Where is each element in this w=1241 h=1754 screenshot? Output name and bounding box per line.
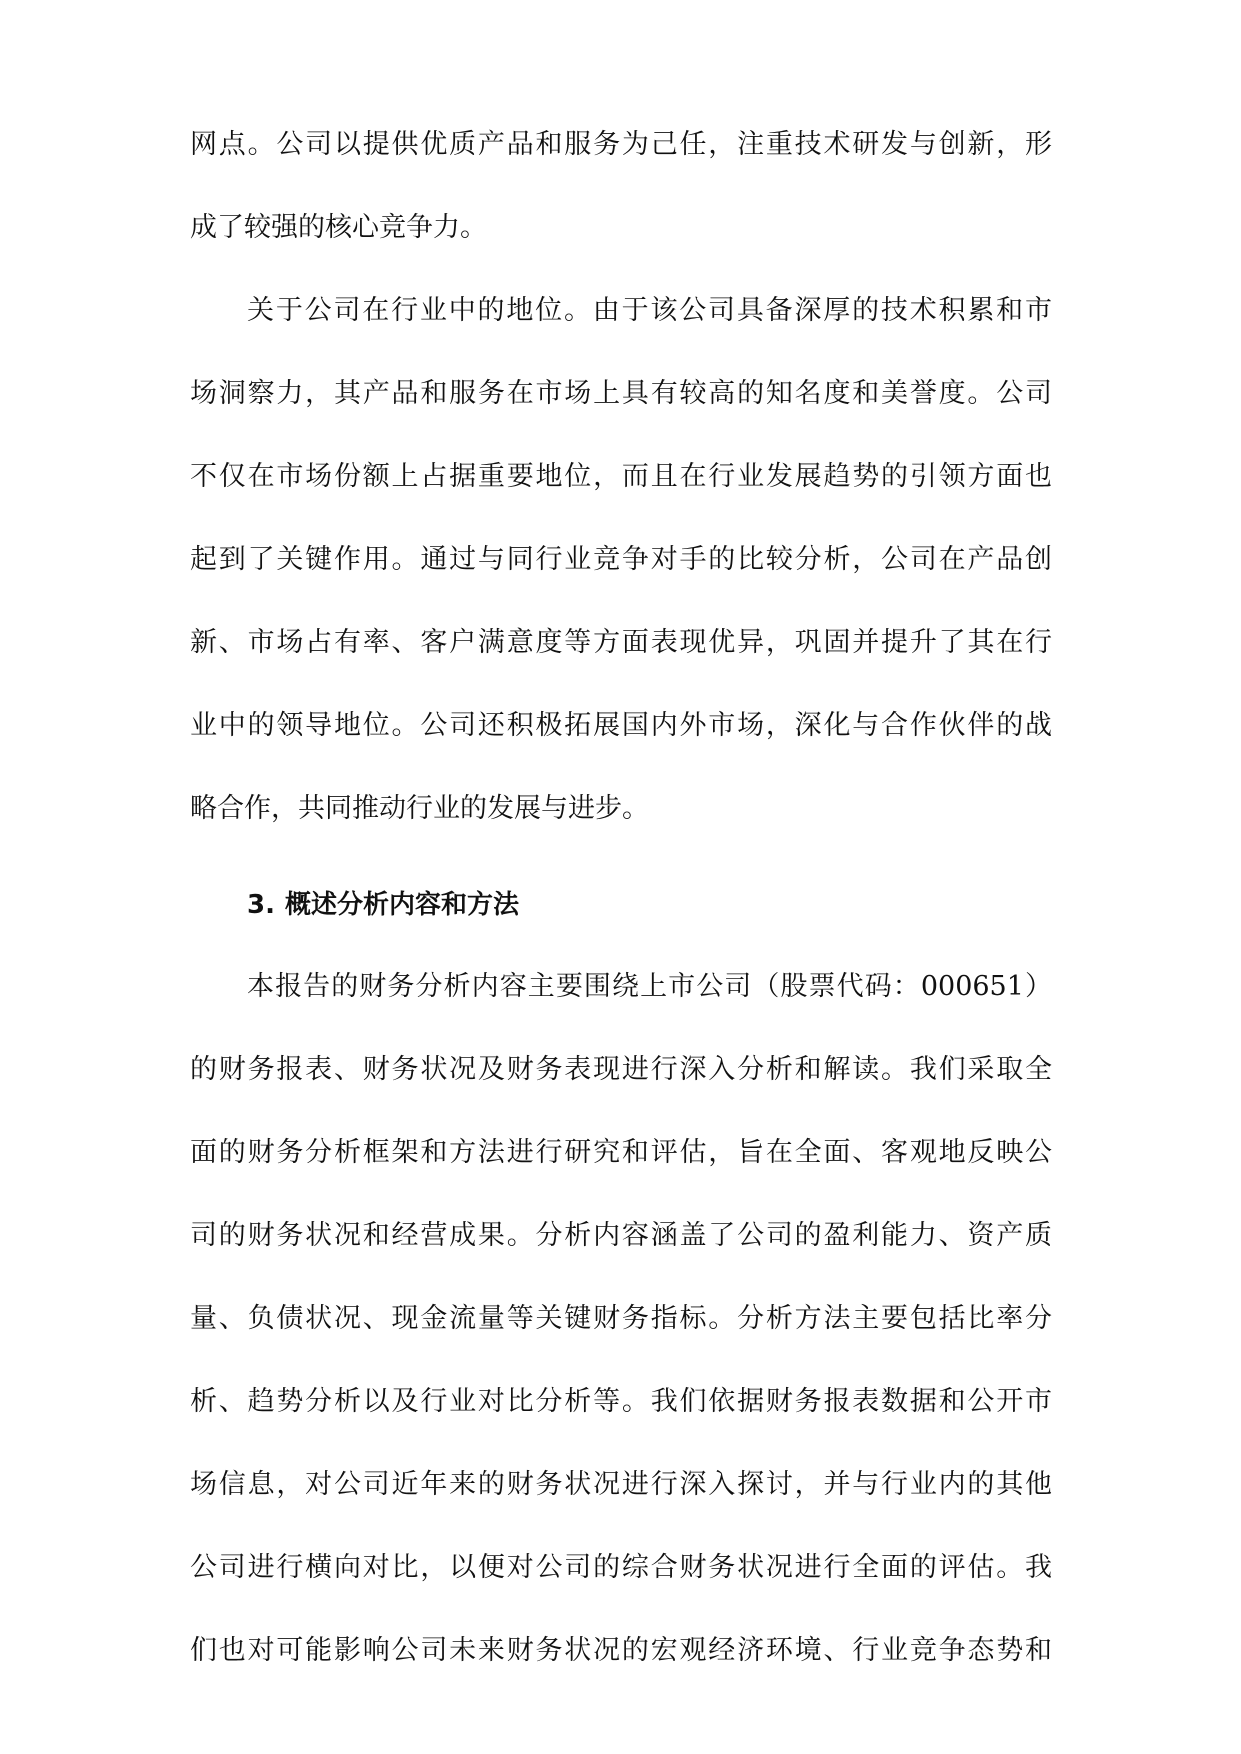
paragraph-line: 公司进行横向对比，以便对公司的综合财务状况进行全面的评估。我 (190, 1552, 1052, 1583)
section-number: 3. (247, 890, 275, 920)
section-heading (190, 889, 1052, 922)
section-title: 概述分析内容和方法 (285, 890, 520, 920)
paragraph-line: 略合作，共同推动行业的发展与进步。 (190, 793, 649, 824)
paragraph-line: 网点。公司以提供优质产品和服务为己任，注重技术研发与创新，形 (190, 129, 1052, 160)
paragraph-line: 成了较强的核心竞争力。 (190, 212, 487, 243)
paragraph-line: 关于公司在行业中的地位。由于该公司具备深厚的技术积累和市 (247, 295, 1052, 326)
paragraph-line: 的财务报表、财务状况及财务表现进行深入分析和解读。我们采取全 (190, 1054, 1052, 1085)
paragraph-line: 司的财务状况和经营成果。分析内容涵盖了公司的盈利能力、资产质 (190, 1220, 1052, 1251)
paragraph-line: 场洞察力，其产品和服务在市场上具有较高的知名度和美誉度。公司 (190, 378, 1052, 409)
paragraph-line: 场信息，对公司近年来的财务状况进行深入探讨，并与行业内的其他 (190, 1469, 1052, 1500)
paragraph-line: 不仅在市场份额上占据重要地位，而且在行业发展趋势的引领方面也 (190, 461, 1052, 492)
paragraph-line: 业中的领导地位。公司还积极拓展国内外市场，深化与合作伙伴的战 (190, 710, 1052, 741)
paragraph-line: 起到了关键作用。通过与同行业竞争对手的比较分析，公司在产品创 (190, 544, 1052, 575)
paragraph-line: 本报告的财务分析内容主要围绕上市公司（股票代码：000651） (247, 971, 1052, 1002)
paragraph-line: 面的财务分析框架和方法进行研究和评估，旨在全面、客观地反映公 (190, 1137, 1052, 1168)
paragraph-line: 析、趋势分析以及行业对比分析等。我们依据财务报表数据和公开市 (190, 1386, 1052, 1417)
paragraph-line: 量、负债状况、现金流量等关键财务指标。分析方法主要包括比率分 (190, 1303, 1052, 1334)
paragraph-industry-position (190, 294, 1052, 825)
paragraph-line: 们也对可能影响公司未来财务状况的宏观经济环境、行业竞争态势和 (190, 1635, 1052, 1666)
paragraph-intro-tail (190, 128, 1052, 244)
paragraph-line: 新、市场占有率、客户满意度等方面表现优异，巩固并提升了其在行 (190, 627, 1052, 658)
document-page (190, 128, 1052, 1667)
paragraph-analysis-methods (190, 970, 1052, 1667)
